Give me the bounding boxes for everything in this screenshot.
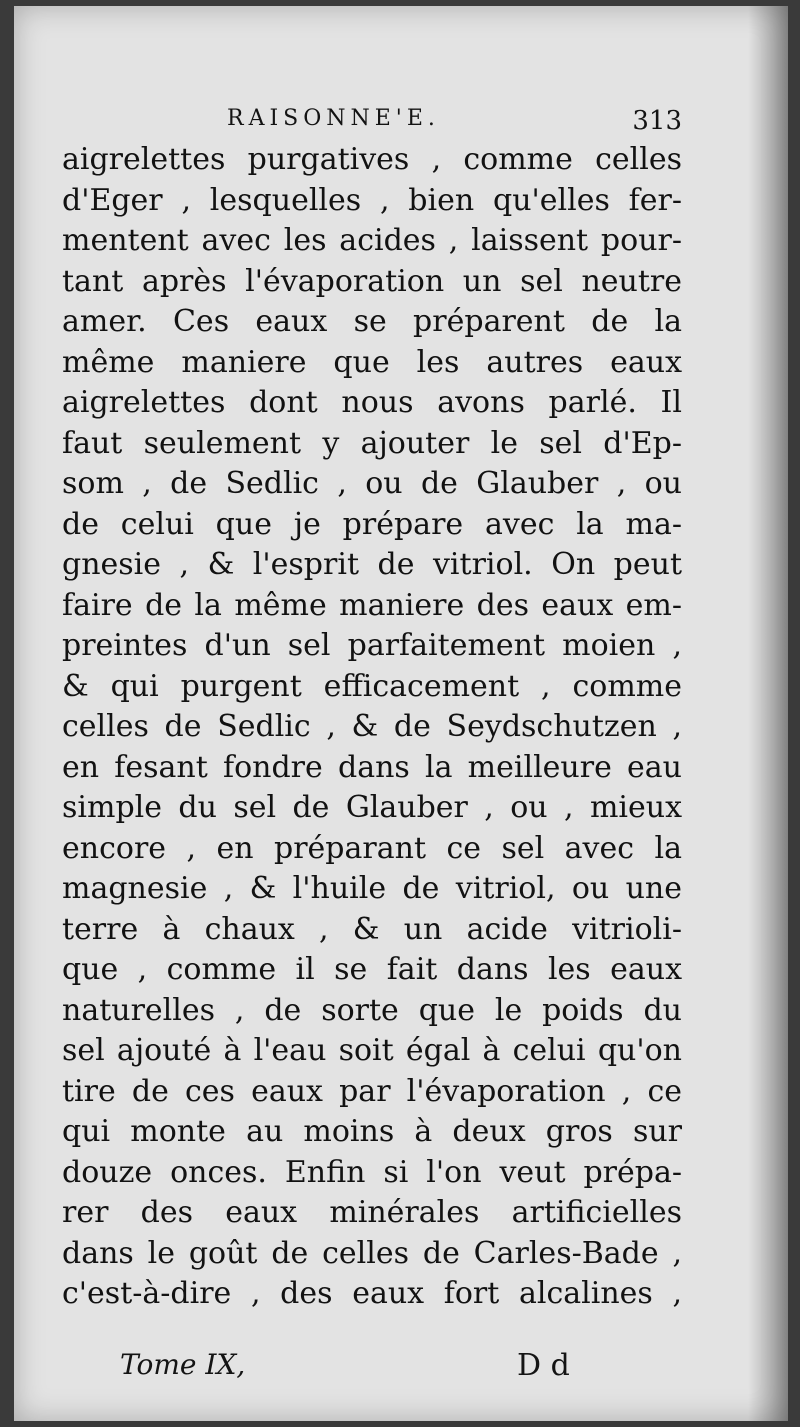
text-line: mentent avec les acides , laissent pour- — [62, 223, 682, 258]
text-line: que , comme il se fait dans les eaux — [62, 952, 682, 987]
book-page — [14, 6, 788, 1421]
text-line: d'Eger , lesquelles , bien qu'elles fer- — [62, 182, 682, 218]
text-line: amer. Ces eaux se préparent de la — [62, 304, 682, 339]
text-line: dans le goût de celles de Carles-Bade , — [62, 1235, 682, 1271]
text-line: de celui que je prépare avec la ma- — [62, 506, 682, 542]
text-line: même maniere que les autres eaux — [62, 344, 682, 380]
text-line: celles de Sedlic , & de Seydschutzen , — [62, 709, 682, 744]
text-line: sel ajouté à l'eau soit égal à celui qu'on — [62, 1033, 682, 1068]
text-line: aigrelettes dont nous avons parlé. Il — [62, 385, 682, 420]
text-line: faut seulement y ajouter le sel d'Ep- — [62, 425, 682, 461]
text-line: simple du sel de Glauber , ou , mieux — [62, 790, 682, 825]
text-line: c'est-à-dire , des eaux fort alcalines , — [62, 1276, 682, 1311]
text-line: magnesie , & l'huile de vitriol, ou une — [62, 871, 682, 906]
text-line: gnesie , & l'esprit de vitriol. On peut — [62, 547, 682, 582]
text-line: rer des eaux minérales artificielles — [62, 1195, 682, 1230]
text-line: preintes d'un sel parfaitement moien , — [62, 628, 682, 663]
text-line: faire de la même maniere des eaux em- — [62, 587, 682, 623]
gathering-mark: D d — [517, 1348, 570, 1383]
text-line: aigrelettes purgatives , comme celles — [62, 142, 682, 177]
text-line: qui monte au moins à deux gros sur — [62, 1114, 682, 1149]
page-number: 313 — [632, 106, 682, 136]
text-line: en fesant fondre dans la meilleure eau — [62, 749, 682, 785]
running-title: RAISONNE'E. — [227, 106, 440, 131]
text-line: tire de ces eaux par l'évaporation , ce — [62, 1073, 682, 1109]
volume-signature: Tome IX, — [120, 1348, 246, 1381]
body-text — [62, 140, 682, 1315]
text-line: & qui purgent efficacement , comme — [62, 668, 682, 704]
page-footer — [62, 1348, 682, 1394]
text-line: naturelles , de sorte que le poids du — [62, 992, 682, 1028]
text-line: terre à chaux , & un acide vitrioli- — [62, 911, 682, 947]
text-line: encore , en préparant ce sel avec la — [62, 830, 682, 866]
text-line: douze onces. Enfin si l'on veut prépa- — [62, 1154, 682, 1190]
text-line: tant après l'évaporation un sel neutre — [62, 263, 682, 299]
text-line: som , de Sedlic , ou de Glauber , ou — [62, 466, 682, 501]
